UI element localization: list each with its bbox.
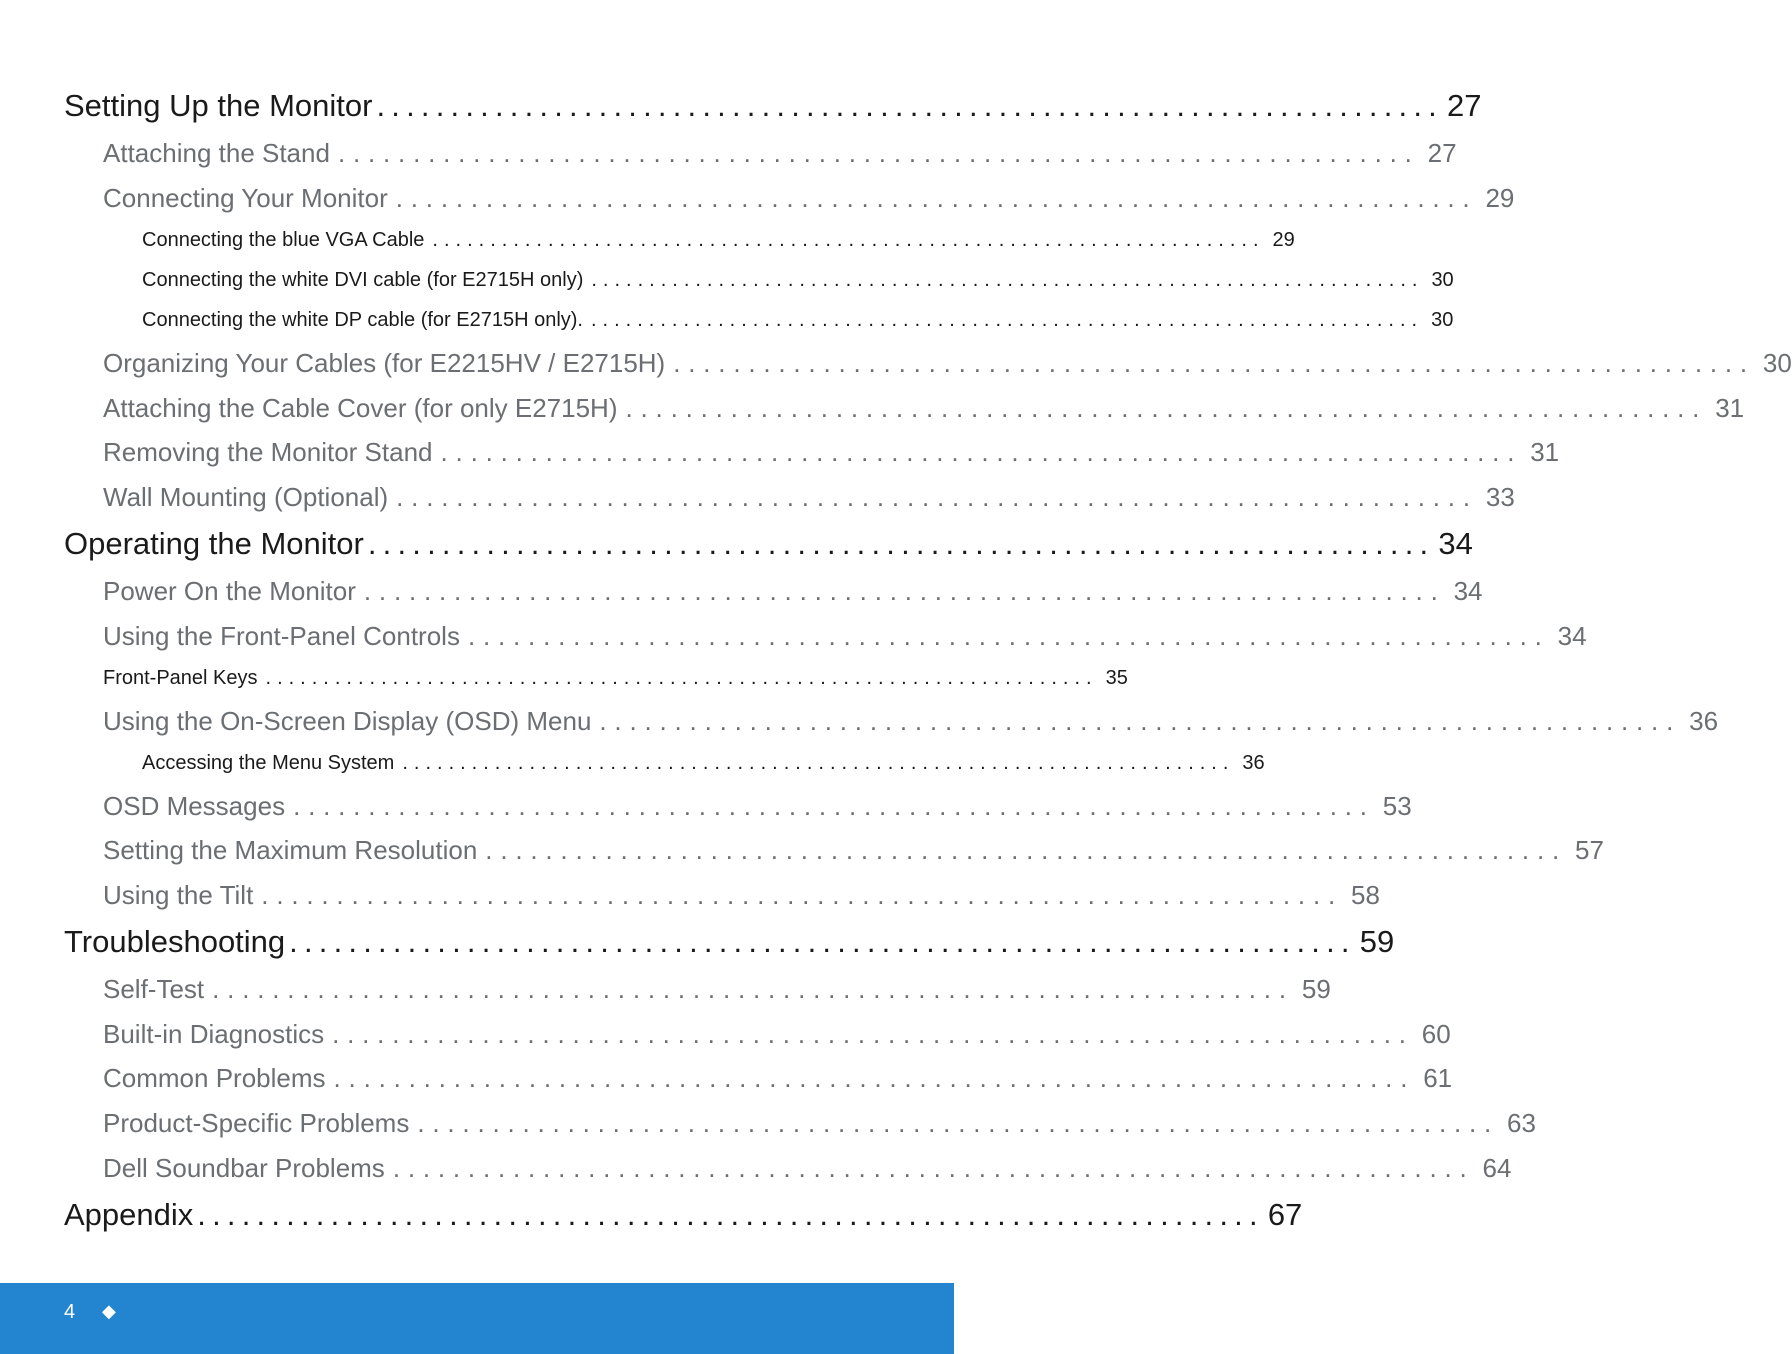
toc-entry-title: Using the On-Screen Display (OSD) Menu — [103, 706, 592, 736]
toc-entry-title: Common Problems — [103, 1063, 326, 1093]
dot-leader: ........................................................................ — [332, 1019, 1414, 1049]
toc-entry-page: 31 — [1530, 437, 1560, 467]
toc-entry-page: 34 — [1453, 576, 1483, 606]
toc-entry-title: Attaching the Cable Cover (for only E2715H) — [103, 393, 618, 423]
dot-leader: ........................................................................ — [591, 309, 1424, 331]
toc-entry-page: 29 — [1485, 183, 1515, 213]
toc-entry-power-on[interactable] — [103, 576, 1483, 607]
dot-leader: ........................................................................ — [417, 1108, 1500, 1138]
toc-entry-page: 67 — [1267, 1197, 1303, 1232]
toc-entry-page: 35 — [1105, 667, 1128, 689]
toc-entry-page: 31 — [1715, 393, 1745, 423]
dot-leader: ........................................................................ — [402, 752, 1235, 774]
toc-entry-max-resolution[interactable] — [103, 835, 1604, 866]
dot-leader: ........................................................................ — [396, 482, 1478, 512]
dot-leader: ........................................................................ — [265, 667, 1098, 689]
toc-entry-page: 57 — [1575, 835, 1604, 865]
toc-entry-title: Power On the Monitor — [103, 576, 356, 606]
toc-entry-front-panel-controls[interactable] — [103, 621, 1587, 652]
toc-entry-front-panel-keys[interactable] — [103, 667, 1128, 690]
toc-entry-page: 36 — [1689, 706, 1719, 736]
dot-leader: ........................................................................ — [333, 1063, 1416, 1093]
toc-entry-title: Setting Up the Monitor — [64, 88, 373, 123]
toc-entry-organizing-cables[interactable] — [103, 348, 1792, 379]
toc-entry-title: Built-in Diagnostics — [103, 1019, 325, 1049]
toc-entry-operating[interactable] — [64, 526, 1473, 562]
dot-leader: ........................................................................ — [212, 974, 1294, 1004]
toc-entry-title: OSD Messages — [103, 791, 286, 821]
toc-entry-product-problems[interactable] — [103, 1108, 1536, 1139]
dot-leader: ........................................................................ — [485, 835, 1567, 865]
toc-entry-common-problems[interactable] — [103, 1063, 1453, 1094]
toc-entry-page: 30 — [1762, 348, 1792, 378]
dot-leader: ........................................................................ — [289, 924, 1356, 959]
toc-entry-wall-mounting[interactable] — [103, 482, 1515, 513]
dot-leader: ........................................................................ — [261, 880, 1343, 910]
dot-leader: ........................................................................ — [467, 621, 1550, 651]
toc-entry-title: Accessing the Menu System — [142, 752, 395, 774]
toc-entry-tilt[interactable] — [103, 880, 1380, 911]
dot-leader: ........................................................................ — [673, 348, 1755, 378]
dot-leader: ........................................................................ — [337, 138, 1420, 168]
dot-leader: ........................................................................ — [293, 791, 1375, 821]
toc-entry-page: 63 — [1507, 1108, 1536, 1138]
toc-entry-diagnostics[interactable] — [103, 1019, 1451, 1050]
toc-entry-soundbar-problems[interactable] — [103, 1153, 1512, 1184]
footer-page-number: 4 — [64, 1301, 76, 1323]
toc-entry-osd-menu[interactable] — [103, 706, 1719, 737]
toc-entry-page: 58 — [1351, 880, 1380, 910]
dot-leader: ........................................................................ — [440, 437, 1523, 467]
dot-leader: ........................................................................ — [432, 229, 1265, 251]
toc-entry-title: Operating the Monitor — [64, 526, 364, 561]
toc-entry-attaching-stand[interactable] — [103, 138, 1457, 169]
toc-entry-title: Using the Tilt — [103, 880, 254, 910]
footer-bar — [0, 1283, 954, 1354]
toc-entry-page: 27 — [1446, 88, 1482, 123]
dot-leader: ........................................................................ — [363, 576, 1446, 606]
toc-entry-removing-stand[interactable] — [103, 437, 1560, 468]
toc-entry-page: 59 — [1359, 924, 1395, 959]
dot-leader: ........................................................................ — [591, 269, 1424, 291]
toc-entry-cable-cover[interactable] — [103, 393, 1745, 424]
toc-entry-page: 34 — [1438, 526, 1473, 561]
diamond-icon: ◆ — [102, 1301, 116, 1321]
toc-entry-page: 29 — [1272, 229, 1295, 251]
toc-entry-title: Wall Mounting (Optional) — [103, 482, 389, 512]
toc-entry-page: 60 — [1421, 1019, 1451, 1049]
toc-entry-page: 61 — [1423, 1063, 1453, 1093]
toc-entry-title: Setting the Maximum Resolution — [103, 835, 478, 865]
toc-entry-title: Connecting the white DP cable (for E2715H only). — [142, 309, 583, 331]
toc-entry-page: 36 — [1242, 752, 1265, 774]
toc-entry-title: Front-Panel Keys — [103, 667, 258, 689]
dot-leader: ........................................................................ — [599, 706, 1682, 736]
toc-entry-page: 30 — [1431, 309, 1454, 331]
toc-entry-title: Appendix — [64, 1197, 194, 1232]
toc-entry-page: 53 — [1382, 791, 1412, 821]
toc-entry-title: Attaching the Stand — [103, 138, 330, 168]
toc-entry-title: Self-Test — [103, 974, 205, 1004]
toc-entry-page: 64 — [1482, 1153, 1512, 1183]
toc-entry-page: 34 — [1557, 621, 1587, 651]
dot-leader: ........................................................................ — [367, 526, 1435, 561]
dot-leader: ........................................................................ — [395, 183, 1478, 213]
toc-entry-osd-messages[interactable] — [103, 791, 1412, 822]
toc-entry-title: Connecting the blue VGA Cable — [142, 229, 425, 251]
toc-entry-title: Using the Front-Panel Controls — [103, 621, 460, 651]
dot-leader: ........................................................................ — [625, 393, 1708, 423]
toc-entry-appendix[interactable] — [64, 1197, 1303, 1233]
toc-entry-page: 33 — [1485, 482, 1515, 512]
toc-entry-dvi-cable[interactable] — [142, 269, 1454, 292]
dot-leader: ........................................................................ — [376, 88, 1443, 123]
toc-entry-page: 59 — [1301, 974, 1331, 1004]
toc-entry-title: Removing the Monitor Stand — [103, 437, 433, 467]
toc-entry-title: Dell Soundbar Problems — [103, 1153, 385, 1183]
toc-entry-setting-up[interactable] — [64, 88, 1482, 124]
toc-entry-menu-system[interactable] — [142, 752, 1265, 775]
toc-entry-title: Organizing Your Cables (for E2215HV / E2715H) — [103, 348, 666, 378]
dot-leader: ........................................................................ — [392, 1153, 1475, 1183]
toc-entry-dp-cable[interactable] — [142, 309, 1454, 332]
toc-entry-troubleshooting[interactable] — [64, 924, 1395, 960]
toc-entry-page: 27 — [1427, 138, 1457, 168]
toc-entry-page: 30 — [1431, 269, 1454, 291]
toc-entry-self-test[interactable] — [103, 974, 1331, 1005]
toc-entry-title: Connecting Your Monitor — [103, 183, 388, 213]
toc-entry-title: Product-Specific Problems — [103, 1108, 410, 1138]
toc-entry-title: Troubleshooting — [64, 924, 286, 959]
toc-entry-connecting-monitor[interactable] — [103, 183, 1515, 214]
dot-leader: ........................................................................ — [197, 1197, 1264, 1232]
toc-entry-title: Connecting the white DVI cable (for E2715H only) — [142, 269, 584, 291]
toc-entry-vga-cable[interactable] — [142, 229, 1295, 252]
